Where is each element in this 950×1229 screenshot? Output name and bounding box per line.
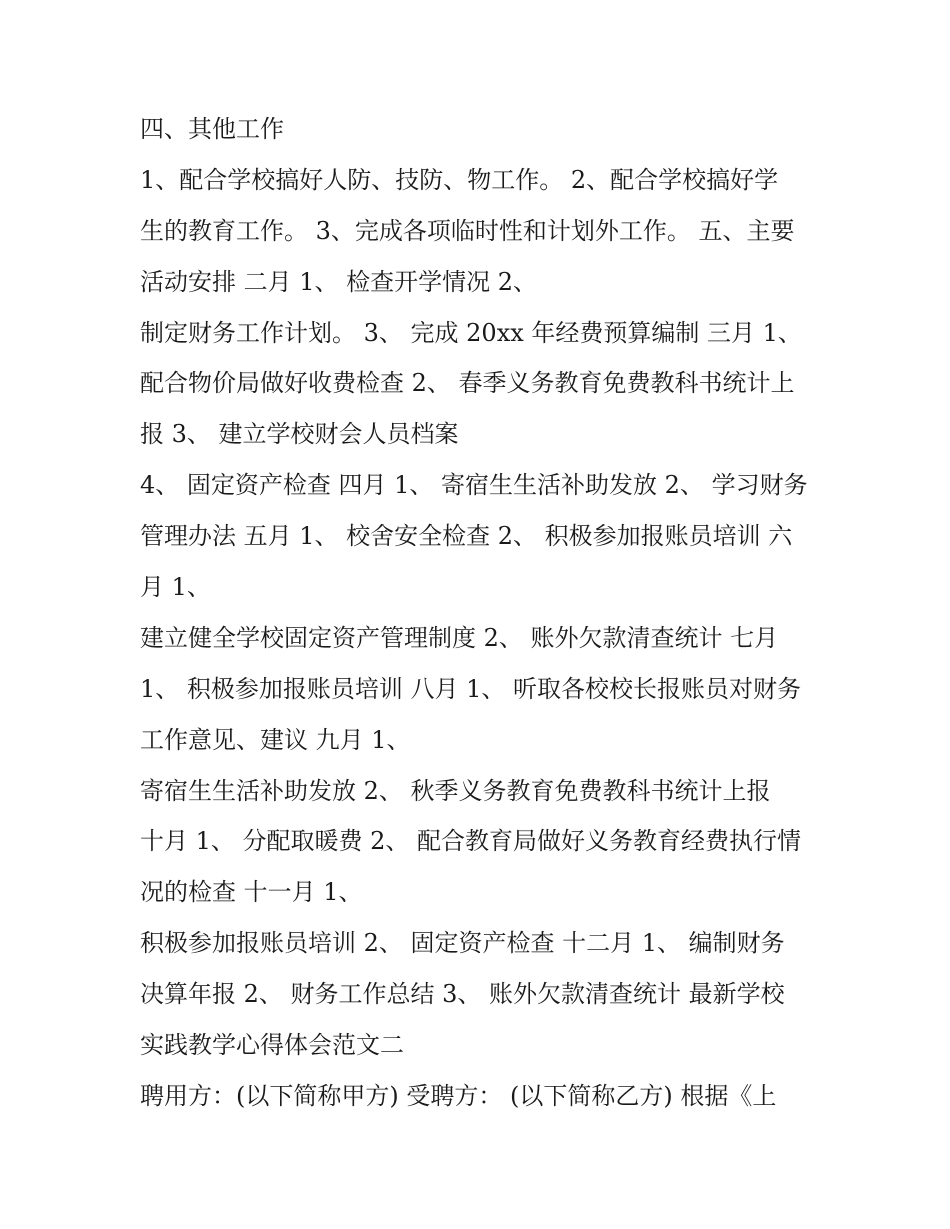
text-line: 积极参加报账员培训 2、 固定资产检查 十二月 1、 编制财务 <box>140 929 785 958</box>
text-line: 实践教学心得体会范文二 <box>140 1031 404 1060</box>
text-line: 生的教育工作。 3、完成各项临时性和计划外工作。 五、主要 <box>140 216 795 245</box>
text-line: 配合物价局做好收费检查 2、 春季义务教育免费教科书统计上 <box>140 369 795 398</box>
text-line: 报 3、 建立学校财会人员档案 <box>140 420 459 449</box>
text-line: 活动安排 二月 1、 检查开学情况 2、 <box>140 267 538 296</box>
section-heading: 四、其他工作 <box>140 115 284 143</box>
text-line: 况的检查 十一月 1、 <box>140 878 363 907</box>
text-line: 十月 1、 分配取暖费 2、 配合教育局做好义务教育经费执行情 <box>140 827 802 856</box>
text-line: 管理办法 五月 1、 校舍安全检查 2、 积极参加报账员培训 六 <box>140 522 793 551</box>
text-line: 寄宿生生活补助发放 2、 秋季义务教育免费教科书统计上报 <box>140 776 771 805</box>
text-line: 月 1、 <box>140 573 211 602</box>
text-line: 工作意见、建议 九月 1、 <box>140 725 411 754</box>
text-line: 1、配合学校搞好人防、技防、物工作。 2、配合学校搞好学 <box>140 165 779 194</box>
text-line: 1、 积极参加报账员培训 八月 1、 听取各校校长报账员对财务 <box>140 674 802 703</box>
text-line: 4、 固定资产检查 四月 1、 寄宿生生活补助发放 2、 学习财务 <box>140 471 808 500</box>
text-line: 聘用方：(以下简称甲方) 受聘方： (以下简称乙方) 根据《上 <box>140 1081 777 1110</box>
text-line: 决算年报 2、 财务工作总结 3、 账外欠款清查统计 最新学校 <box>140 980 785 1009</box>
document-body <box>140 104 820 1122</box>
text-line: 建立健全学校固定资产管理制度 2、 账外欠款清查统计 七月 <box>140 623 779 652</box>
text-line: 制定财务工作计划。 3、 完成 20xx 年经费预算编制 三月 1、 <box>140 318 802 347</box>
